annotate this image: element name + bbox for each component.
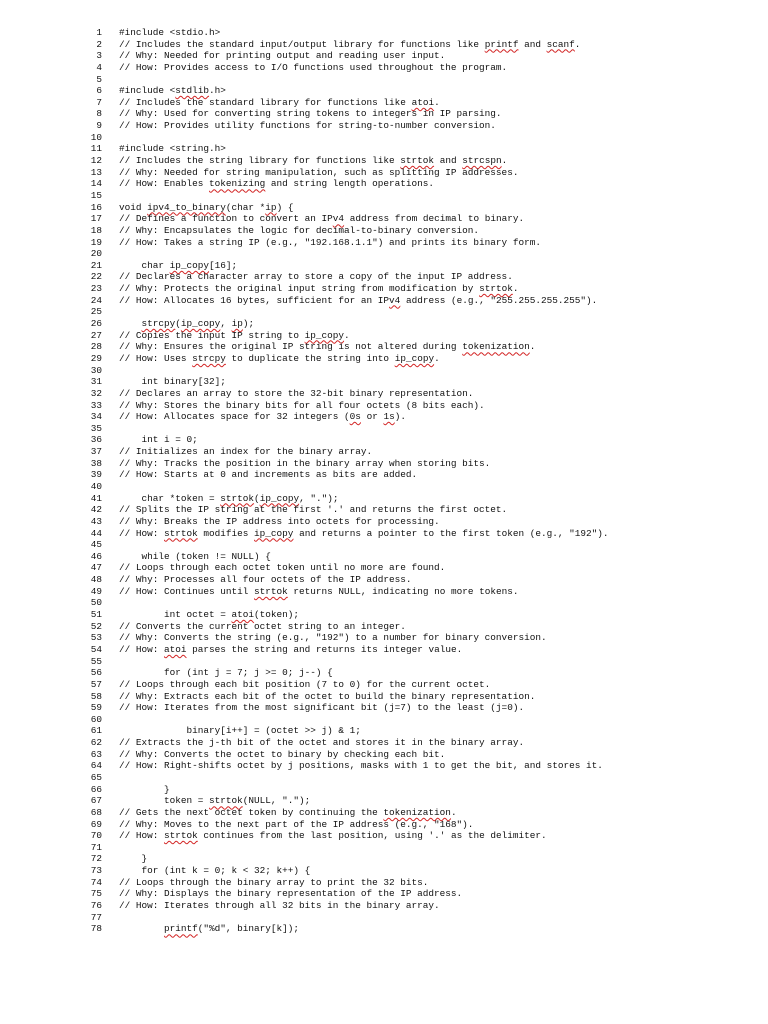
code-line — [0, 39, 768, 51]
code-text: // Copies the input IP string to ip_copy. — [119, 329, 350, 341]
line-number: 66 — [90, 783, 102, 795]
code-line — [0, 120, 768, 132]
line-number: 5 — [96, 73, 102, 85]
code-line — [0, 504, 768, 516]
code-text: // Loops through each octet token until no more are found. — [119, 562, 446, 574]
line-number: 50 — [90, 597, 102, 609]
line-number: 34 — [90, 411, 102, 423]
code-line — [0, 865, 768, 877]
code-line — [0, 143, 768, 155]
code-text: // Gets the next octet token by continuing the tokenization. — [119, 806, 457, 818]
line-number: 73 — [90, 865, 102, 877]
line-number: 8 — [96, 108, 102, 120]
code-line — [0, 621, 768, 633]
line-number: 29 — [90, 352, 102, 364]
code-text: #include <string.h> — [119, 143, 226, 155]
code-line — [0, 190, 768, 202]
code-text: // How: Iterates through all 32 bits in the binary array. — [119, 900, 440, 912]
code-text: // How: Starts at 0 and increments as bits are added. — [119, 469, 418, 481]
code-text: // Why: Needed for printing output and reading user input. — [119, 50, 446, 62]
line-number: 69 — [90, 818, 102, 830]
code-line — [0, 760, 768, 772]
code-line — [0, 819, 768, 831]
line-number: 54 — [90, 643, 102, 655]
line-number: 40 — [90, 480, 102, 492]
code-text: // Defines a function to convert an IPv4 address from decimal to binary. — [119, 213, 525, 225]
code-line — [0, 493, 768, 505]
code-line — [0, 132, 768, 144]
code-text: // Why: Displays the binary representation of the IP address. — [119, 888, 463, 900]
code-line — [0, 795, 768, 807]
code-line — [0, 85, 768, 97]
line-number: 1 — [96, 27, 102, 38]
line-number: 25 — [90, 306, 102, 318]
line-number: 62 — [90, 737, 102, 749]
code-line — [0, 295, 768, 307]
code-text: int i = 0; — [119, 434, 198, 446]
code-line — [0, 330, 768, 342]
code-line — [0, 516, 768, 528]
code-text: // Why: Processes all four octets of the IP address. — [119, 574, 412, 586]
line-number: 47 — [90, 562, 102, 574]
code-line — [0, 341, 768, 353]
code-text: int binary[32]; — [119, 376, 226, 388]
line-number: 43 — [90, 515, 102, 527]
line-number: 12 — [90, 155, 102, 167]
code-text: // How: Right-shifts octet by j positions, masks with 1 to get the bit, and stores it. — [119, 760, 603, 772]
line-number: 28 — [90, 341, 102, 353]
code-text: // Extracts the j-th bit of the octet and stores it in the binary array. — [119, 737, 525, 749]
code-line — [0, 62, 768, 74]
code-line — [0, 376, 768, 388]
line-number: 11 — [90, 143, 102, 155]
line-number: 74 — [90, 876, 102, 888]
line-number: 68 — [90, 806, 102, 818]
code-text: // Includes the string library for functions like strtok and strcspn. — [119, 155, 508, 167]
code-line — [0, 225, 768, 237]
code-line — [0, 283, 768, 295]
line-number: 67 — [90, 795, 102, 807]
line-number: 19 — [90, 236, 102, 248]
line-number: 24 — [90, 294, 102, 306]
line-number: 22 — [90, 271, 102, 283]
code-line — [0, 388, 768, 400]
code-text: // How: Takes a string IP (e.g., "192.168.1.1") and prints its binary form. — [119, 236, 541, 248]
code-text: binary[i++] = (octet >> j) & 1; — [119, 725, 361, 737]
code-line — [0, 714, 768, 726]
code-text: // Why: Moves to the next part of the IP address (e.g., "168"). — [119, 818, 474, 830]
code-line — [0, 434, 768, 446]
code-text: // Why: Converts the string (e.g., "192") to a number for binary conversion. — [119, 632, 547, 644]
line-number: 23 — [90, 283, 102, 295]
line-number: 30 — [90, 364, 102, 376]
code-line — [0, 108, 768, 120]
code-line — [0, 481, 768, 493]
code-text: } — [119, 853, 148, 865]
line-number: 27 — [90, 329, 102, 341]
code-line — [0, 702, 768, 714]
code-text: // Loops through each bit position (7 to 0) for the current octet. — [119, 678, 491, 690]
code-line — [0, 539, 768, 551]
code-text: #include <stdlib.h> — [119, 85, 226, 97]
code-text: strcpy(ip_copy, ip); — [141, 318, 255, 330]
code-text: // How: Allocates 16 bytes, sufficient for an IPv4 address (e.g., "255.255.255.255"). — [119, 294, 598, 306]
code-text: // How: strtok continues from the last position, using '.' as the delimiter. — [119, 830, 547, 842]
line-number: 77 — [90, 911, 102, 923]
code-text: // Includes the standard library for functions like atoi. — [119, 96, 440, 108]
line-number: 71 — [90, 841, 102, 853]
code-line — [0, 784, 768, 796]
code-document — [0, 27, 768, 935]
line-number: 6 — [96, 85, 102, 97]
line-number: 52 — [90, 620, 102, 632]
line-number: 10 — [90, 131, 102, 143]
code-line — [0, 644, 768, 656]
code-line — [0, 167, 768, 179]
line-number: 17 — [90, 213, 102, 225]
code-line — [0, 248, 768, 260]
line-number: 21 — [90, 259, 102, 271]
code-text: printf("%d", binary[k]); — [164, 923, 300, 935]
line-number: 20 — [90, 248, 102, 260]
code-line — [0, 306, 768, 318]
line-number: 55 — [90, 655, 102, 667]
code-text: // Why: Used for converting string tokens to integers in IP parsing. — [119, 108, 502, 120]
line-number: 7 — [96, 96, 102, 108]
line-number: 14 — [90, 178, 102, 190]
code-text: // Declares a character array to store a copy of the input IP address. — [119, 271, 513, 283]
line-number: 2 — [96, 38, 102, 50]
line-number: 16 — [90, 201, 102, 213]
code-line — [0, 912, 768, 924]
code-text: // How: Iterates from the most significant bit (j=7) to the least (j=0). — [119, 702, 525, 714]
code-line — [0, 830, 768, 842]
code-text: for (int j = 7; j >= 0; j--) { — [119, 667, 333, 679]
line-number: 9 — [96, 120, 102, 132]
code-line — [0, 586, 768, 598]
line-number: 61 — [90, 725, 102, 737]
line-number: 75 — [90, 888, 102, 900]
code-text: // Why: Converts the octet to binary by checking each bit. — [119, 748, 446, 760]
code-line — [0, 353, 768, 365]
code-text: for (int k = 0; k < 32; k++) { — [119, 865, 311, 877]
code-text: } — [119, 783, 170, 795]
code-text: // Why: Needed for string manipulation, such as splitting IP addresses. — [119, 166, 519, 178]
code-line — [0, 853, 768, 865]
code-text: // How: atoi parses the string and returns its integer value. — [119, 643, 463, 655]
code-line — [0, 469, 768, 481]
code-line — [0, 50, 768, 62]
line-number: 13 — [90, 166, 102, 178]
line-number: 45 — [90, 539, 102, 551]
line-number: 49 — [90, 585, 102, 597]
line-number: 38 — [90, 457, 102, 469]
line-number: 46 — [90, 550, 102, 562]
code-line — [0, 446, 768, 458]
line-number: 18 — [90, 224, 102, 236]
code-text: // Why: Protects the original input string from modification by strtok. — [119, 283, 519, 295]
line-number: 15 — [90, 189, 102, 201]
code-text: int octet = atoi(token); — [119, 609, 300, 621]
code-line — [0, 609, 768, 621]
code-text: // How: strtok modifies ip_copy and returns a pointer to the first token (e.g., "192"). — [119, 527, 609, 539]
code-text: // How: Provides utility functions for string-to-number conversion. — [119, 120, 496, 132]
code-line — [0, 74, 768, 86]
code-line — [0, 749, 768, 761]
code-line — [0, 597, 768, 609]
code-line — [0, 155, 768, 167]
line-number: 58 — [90, 690, 102, 702]
code-line — [0, 725, 768, 737]
code-line — [0, 318, 768, 330]
code-text: char *token = strtok(ip_copy, "."); — [119, 492, 339, 504]
line-number: 26 — [90, 318, 102, 330]
line-number: 72 — [90, 853, 102, 865]
code-text: // How: Allocates space for 32 integers (0s or 1s). — [119, 411, 406, 423]
line-number: 36 — [90, 434, 102, 446]
code-text: // Why: Encapsulates the logic for decimal-to-binary conversion. — [119, 224, 480, 236]
code-line — [0, 27, 768, 39]
line-number: 31 — [90, 376, 102, 388]
code-line — [0, 667, 768, 679]
code-line — [0, 411, 768, 423]
line-number: 53 — [90, 632, 102, 644]
line-number: 37 — [90, 446, 102, 458]
code-line — [0, 365, 768, 377]
line-number: 35 — [90, 422, 102, 434]
code-line — [0, 260, 768, 272]
code-text: // How: Enables tokenizing and string length operations. — [119, 178, 435, 190]
code-line — [0, 888, 768, 900]
code-text: // Why: Tracks the position in the binary array when storing bits. — [119, 457, 491, 469]
code-line — [0, 562, 768, 574]
code-line — [0, 574, 768, 586]
line-number: 63 — [90, 748, 102, 760]
line-number: 60 — [90, 713, 102, 725]
code-line — [0, 656, 768, 668]
code-text: // Why: Breaks the IP address into octets for processing. — [119, 515, 440, 527]
code-line — [0, 178, 768, 190]
code-text: while (token != NULL) { — [119, 550, 271, 562]
code-line — [0, 923, 768, 935]
code-line — [0, 97, 768, 109]
code-line — [0, 423, 768, 435]
code-line — [0, 271, 768, 283]
line-number: 76 — [90, 900, 102, 912]
code-text: // Why: Ensures the original IP string is not altered during tokenization. — [119, 341, 536, 353]
code-text: // How: Provides access to I/O functions used throughout the program. — [119, 61, 508, 73]
line-number: 59 — [90, 702, 102, 714]
line-number: 32 — [90, 387, 102, 399]
code-text: // Initializes an index for the binary array. — [119, 446, 373, 458]
code-text: // Splits the IP string at the first '.' and returns the first octet. — [119, 504, 508, 516]
code-line — [0, 458, 768, 470]
line-number: 78 — [90, 923, 102, 935]
code-text: // Declares an array to store the 32-bit binary representation. — [119, 387, 474, 399]
code-text: // How: Uses strcpy to duplicate the string into ip_copy. — [119, 352, 440, 364]
code-line — [0, 400, 768, 412]
line-number: 42 — [90, 504, 102, 516]
code-line — [0, 691, 768, 703]
code-line — [0, 842, 768, 854]
line-number: 39 — [90, 469, 102, 481]
code-line — [0, 772, 768, 784]
line-number: 56 — [90, 667, 102, 679]
code-text: char ip_copy[16]; — [119, 259, 238, 271]
code-text: // Converts the current octet string to an integer. — [119, 620, 406, 632]
code-text: void ipv4_to_binary(char *ip) { — [119, 201, 294, 213]
code-line — [0, 877, 768, 889]
code-line — [0, 900, 768, 912]
line-number: 48 — [90, 574, 102, 586]
code-text: // Loops through the binary array to print the 32 bits. — [119, 876, 429, 888]
code-line — [0, 528, 768, 540]
code-line — [0, 807, 768, 819]
code-line — [0, 202, 768, 214]
line-number: 51 — [90, 609, 102, 621]
code-text: // How: Continues until strtok returns NULL, indicating no more tokens. — [119, 585, 519, 597]
line-number: 44 — [90, 527, 102, 539]
code-text: token = strtok(NULL, "."); — [119, 795, 311, 807]
line-number: 4 — [96, 61, 102, 73]
line-number: 65 — [90, 772, 102, 783]
line-number: 41 — [90, 492, 102, 504]
code-text: // Why: Stores the binary bits for all four octets (8 bits each). — [119, 399, 485, 411]
code-line — [0, 213, 768, 225]
line-number: 3 — [96, 50, 102, 62]
code-line — [0, 237, 768, 249]
line-number: 64 — [90, 760, 102, 772]
code-line — [0, 679, 768, 691]
code-line — [0, 737, 768, 749]
code-line — [0, 551, 768, 563]
line-number: 57 — [90, 678, 102, 690]
code-text: // Includes the standard input/output library for functions like printf and scanf. — [119, 38, 581, 50]
line-number: 33 — [90, 399, 102, 411]
line-number: 70 — [90, 830, 102, 842]
code-text: #include <stdio.h> — [119, 27, 221, 38]
code-text: // Why: Extracts each bit of the octet to build the binary representation. — [119, 690, 536, 702]
code-line — [0, 632, 768, 644]
